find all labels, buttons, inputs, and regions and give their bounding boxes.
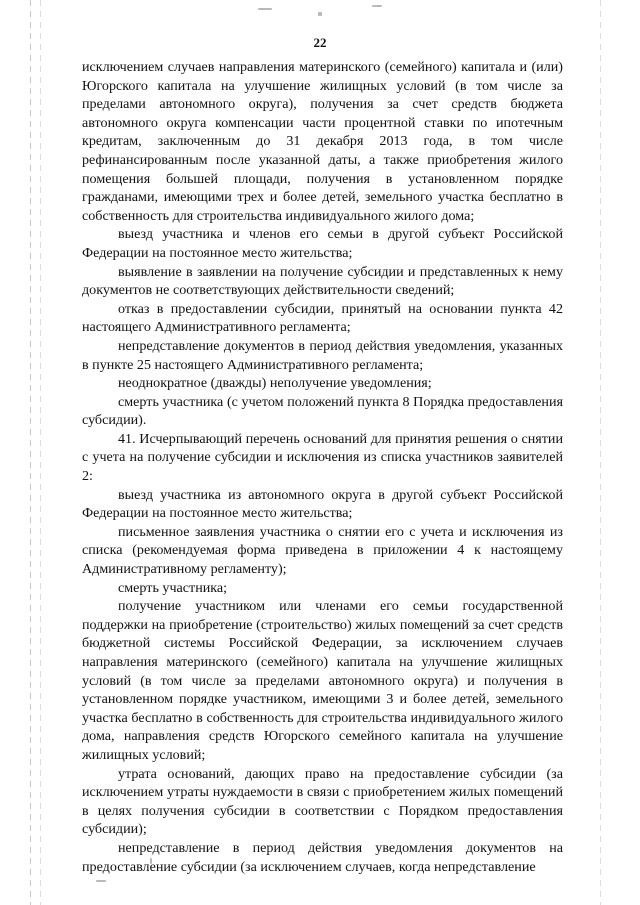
scan-edge-left [30, 0, 31, 905]
paragraph-notification-not-received: неоднократное (дважды) неполучение уведомления; [118, 375, 432, 392]
scan-speck [318, 12, 322, 16]
scan-speck [258, 8, 272, 10]
scan-speck [96, 880, 106, 882]
scan-speck [372, 5, 382, 7]
paragraph-written-application: письменное заявления участника о снятии его с учета и исключения из списка (рекомендуемая форма приведена в приложении 4 к настоящему Административному регламенту); [82, 523, 563, 578]
page-number: 22 [313, 35, 327, 50]
paragraph-continuation: исключением случаев направления материнского (семейного) капитала и (или) Югорского капитала на улучшение жилищных условий (в том числе за пределами автономного округа), получения за счет средств бюджета автономного округа компенсации части процентной ставки по ипотечным кредитам, заключенным до 31 декабря 2013 года, в том числе рефинансированным после указанной даты, а также приобретения жилого помещения большей площади, получения в установленном порядке гражданами, имеющими трех и более детей, земельного участка бесплатно в собственность для строительства индивидуального жилого дома; [82, 59, 563, 224]
paragraph-documents-not-submitted: непредставление в период действия уведомления документов на предоставление субсидии (за исключением случаев, когда непредставление [82, 839, 563, 875]
paragraph-relocation: выезд участника и членов его семьи в другой субъект Российской Федерации на постоянное место жительства; [82, 226, 563, 261]
paragraph-state-support-received: получение участником или членами его семьи государственной поддержки на приобретение (строительство) жилых помещений за счет средств бюджетной системы Российской Федерации, за исключением случаев направления материнского (семейного) капитала на улучшение жилищных условий (в том числе за пределами автономного округа) и получения в установленном порядке участником, имеющими 3 и более детей, земельного участка бесплатно в собственность для строительства индивидуального жилого дома, направления средств Югорского семейного капитала на улучшение жилищных условий; [82, 598, 563, 763]
paragraph-missing-documents: непредставление документов в период действия уведомления, указанных в пункте 25 настоящего Административного регламента; [82, 337, 563, 373]
scan-edge-right [600, 0, 601, 905]
scan-edge-left-inner [40, 0, 41, 905]
paragraph-loss-of-grounds: утрата оснований, дающих право на предоставление субсидии (за исключением утраты нуждаемости в связи с приобретением жилых помещений в целях получения субсидии в соответствии с Порядком предоставления субсидии); [82, 765, 563, 838]
paragraph-death-of-participant: смерть участника (с учетом положений пункта 8 Порядка предоставления субсидии). [82, 393, 563, 429]
paragraph-death: смерть участника; [118, 579, 228, 596]
document-body [82, 58, 563, 876]
paragraph-section-41-heading: 41. Исчерпывающий перечень оснований для принятия решения о снятии с учета на получение субсидии и исключения из списка участников заявителей 2: [82, 430, 563, 485]
paragraph-false-information: выявление в заявлении на получение субсидии и представленных к нему документов не соответствующих действительности сведений; [82, 263, 563, 299]
paragraph-departure-from-region: выезд участника из автономного округа в другой субъект Российской Федерации на постоянное место жительства; [82, 486, 563, 522]
paragraph-refusal: отказ в предоставлении субсидии, принятый на основании пункта 42 настоящего Административного регламента; [82, 300, 563, 336]
